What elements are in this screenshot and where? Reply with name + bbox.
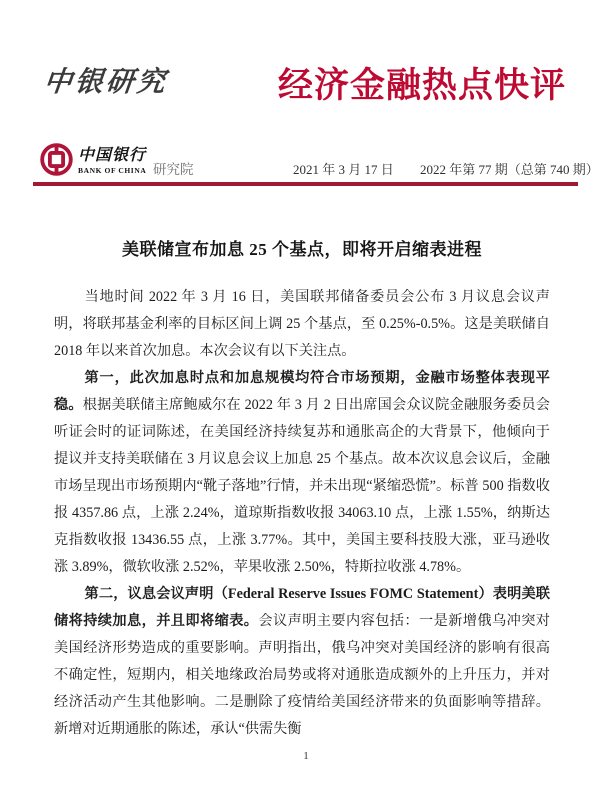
bank-name-chinese: 中国银行 bbox=[78, 145, 147, 164]
paragraph-point-1 bbox=[54, 365, 550, 581]
paragraph-intro-text: 当地时间 2022 年 3 月 16 日，美国联邦储备委员会公布 3 月议息会议声明，将联邦基金利率的目标区间上调 25 个基点，至 0.25%-0.5%。这是美联储自 2018 年以来首次加息。本次会议有以下关注点。 bbox=[54, 289, 550, 359]
article-title: 美联储宣布加息 25 个基点，即将开启缩表进程 bbox=[122, 240, 482, 259]
bank-of-china-logo-icon bbox=[40, 143, 73, 176]
page-number: 1 bbox=[303, 750, 309, 762]
paragraph-point-2 bbox=[54, 581, 550, 743]
issue-number: 2022 年第 77 期（总第 740 期） bbox=[420, 162, 599, 177]
publication-title: 经济金融热点快评 bbox=[277, 66, 566, 105]
boc-research-calligraphy-logo: 中银研究 bbox=[42, 65, 170, 98]
paragraph-point-1-lead: 第一，此次加息时点和加息规模均符合市场预期，金融市场整体表现平稳。 bbox=[54, 370, 550, 413]
header-divider-rule bbox=[33, 182, 578, 186]
article-body bbox=[54, 235, 550, 743]
paragraph-point-2-text: 会议声明主要内容包括：一是新增俄乌冲突对美国经济形势造成的重要影响。声明指出，俄乌冲突对美国经济的影响有很高不确定性，短期内，相关地缘政治局势或将对通胀造成额外的上升压力，并对经济活动产生其他影响。二是删除了疫情给美国经济带来的负面影响等措辞。新增对近期通胀的陈述，承认“供需失衡 bbox=[54, 613, 550, 737]
institute-label: 研究院 bbox=[153, 162, 194, 177]
paragraph-point-2-lead: 第二，议息会议声明（Federal Reserve Issues FOMC Statement）表明美联储将持续加息，并且即将缩表。 bbox=[54, 586, 550, 629]
paragraph-intro bbox=[54, 284, 550, 365]
paragraph-point-1-text: 根据美联储主席鲍威尔在 2022 年 3 月 2 日出席国会众议院金融服务委员会听证会时的证词陈述，在美国经济持续复苏和通胀高企的大背景下，他倾向于提议并支持美联储在 3 月议息会议上加息 25 个基点。故本次议息会议后，金融市场呈现出市场预期内“靴子落地”行情，并未出现“紧缩恐慌”。标普 500 指数收报 4357.86 点，上涨 2.24%，道琼斯指数收报 34063.10 点，上涨 1.55%，纳斯达克指数收报 13436.55 点，上涨 3.77%。其中，美国主要科技股大涨，亚马逊收涨 3.89%，微软收涨 2.52%，苹果收涨 2.50%，特斯拉收涨 4.78%。 bbox=[54, 397, 550, 575]
bank-name-english: BANK OF CHINA bbox=[78, 166, 147, 175]
issue-date: 2021 年 3 月 17 日 bbox=[293, 162, 394, 177]
